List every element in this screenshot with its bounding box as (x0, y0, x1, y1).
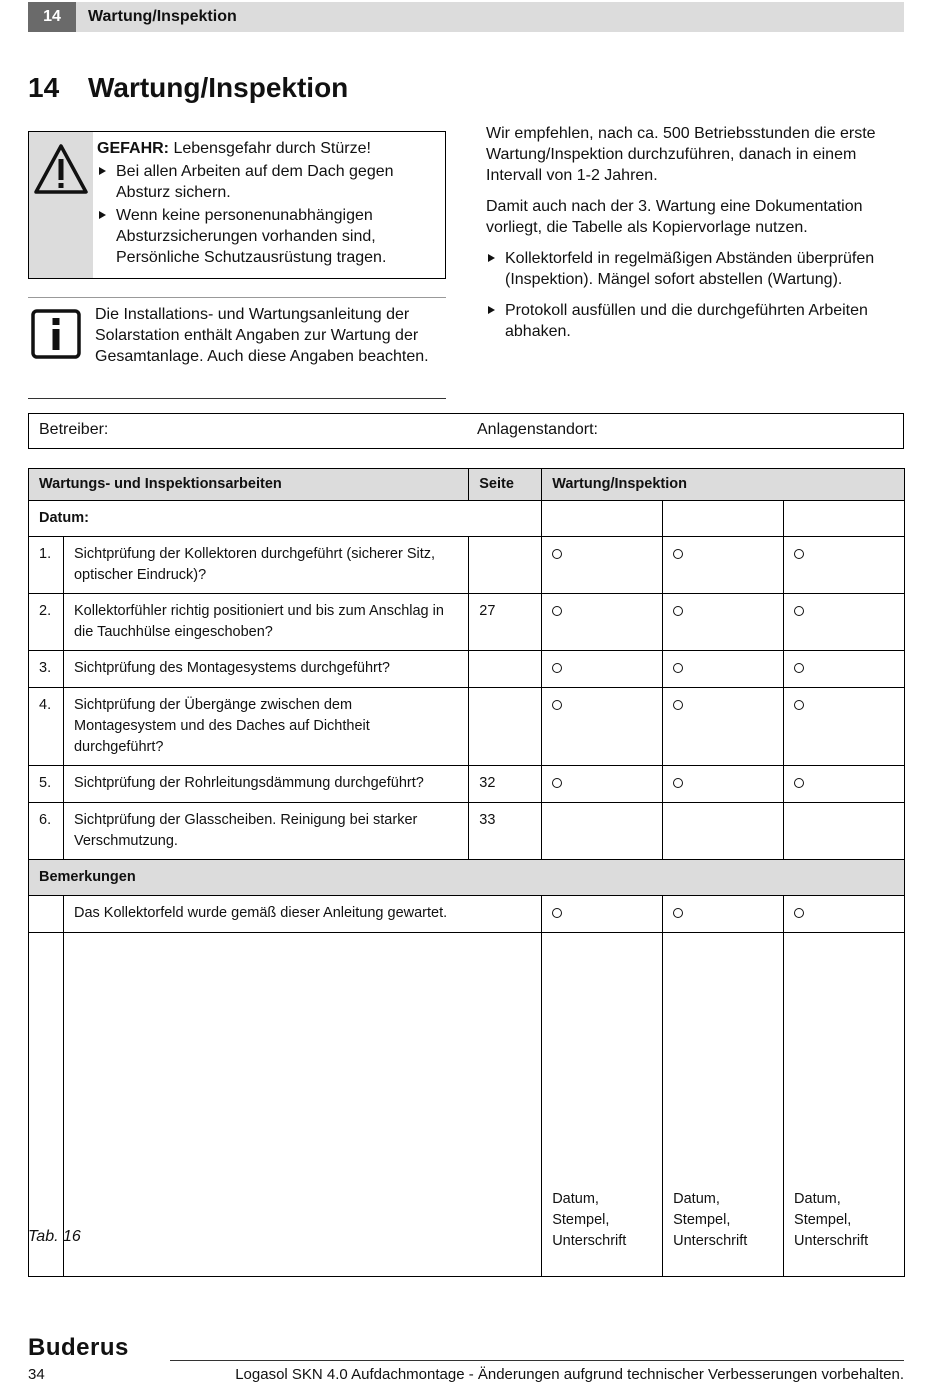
row-page (469, 688, 542, 766)
row-number: 1. (29, 537, 64, 594)
danger-bullet: Bei allen Arbeiten auf dem Dach gegen Absturz sichern. (97, 161, 437, 203)
row-page: 27 (469, 594, 542, 651)
signature-cell[interactable]: Datum, Stempel, Unterschrift (663, 933, 784, 1277)
check-circle-icon[interactable] (794, 778, 804, 788)
row-number: 2. (29, 594, 64, 651)
col-header-tasks: Wartungs- und Inspektionsarbeiten (29, 469, 469, 501)
check-circle-icon[interactable] (673, 908, 683, 918)
intro-column (486, 123, 904, 352)
table-row (29, 594, 905, 651)
confirm-text: Das Kollektorfeld wurde gemäß dieser Anleitung gewartet. (63, 896, 541, 933)
section-title: Wartung/Inspektion (88, 72, 349, 103)
instruction-bullet: Protokoll ausfüllen und die durchgeführten Arbeiten abhaken. (486, 300, 904, 342)
row-page: 33 (469, 803, 542, 860)
table-row (29, 651, 905, 688)
row-task: Sichtprüfung der Glasscheiben. Reinigung bei starker Verschmutzung. (63, 803, 468, 860)
row-task: Sichtprüfung der Übergänge zwischen dem Montagesystem und des Daches auf Dichtheit durchgeführt? (63, 688, 468, 766)
row-page (469, 651, 542, 688)
date-cell[interactable] (784, 501, 905, 537)
check-circle-icon[interactable] (794, 606, 804, 616)
info-icon (31, 309, 81, 359)
row-number: 5. (29, 766, 64, 803)
operator-box (28, 413, 904, 449)
brand-logo: Buderus (28, 1334, 129, 1361)
date-cell[interactable] (542, 501, 663, 537)
table-caption: Tab. 16 (28, 1228, 81, 1245)
table-row (29, 766, 905, 803)
check-circle-icon[interactable] (552, 778, 562, 788)
danger-notice (28, 131, 446, 279)
check-circle-icon[interactable] (794, 549, 804, 559)
check-circle-icon[interactable] (552, 549, 562, 559)
row-task: Sichtprüfung der Kollektoren durchgeführt (sicherer Sitz, optischer Eindruck)? (63, 537, 468, 594)
row-number: 4. (29, 688, 64, 766)
info-notice (28, 297, 446, 399)
signature-cell[interactable]: Datum, Stempel, Unterschrift (784, 933, 905, 1277)
check-circle-icon[interactable] (552, 700, 562, 710)
confirm-row (29, 896, 905, 933)
intro-paragraph: Damit auch nach der 3. Wartung eine Dokumentation vorliegt, die Tabelle als Kopiervorlage nutzen. (486, 198, 863, 236)
danger-label: GEFAHR: (97, 140, 169, 157)
row-task: Sichtprüfung der Rohrleitungsdämmung durchgeführt? (63, 766, 468, 803)
remarks-row (29, 860, 905, 896)
table-header-row (29, 469, 905, 501)
footer-divider (170, 1360, 904, 1361)
check-circle-icon[interactable] (673, 700, 683, 710)
header-chapter-title: Wartung/Inspektion (88, 8, 237, 25)
signature-row (29, 933, 905, 1277)
check-circle-icon[interactable] (673, 778, 683, 788)
check-circle-icon[interactable] (673, 663, 683, 673)
intro-paragraph: Wir empfehlen, nach ca. 500 Betriebsstunden die erste Wartung/Inspektion durchzuführen, danach in einem Intervall von 1-2 Jahren. (486, 125, 876, 184)
col-header-service: Wartung/Inspektion (542, 469, 905, 501)
col-header-page: Seite (469, 469, 542, 501)
danger-headline: Lebensgefahr durch Stürze! (169, 140, 371, 157)
instruction-bullet: Kollektorfeld in regelmäßigen Abständen überprüfen (Inspektion). Mängel sofort abstellen (Wartung). (486, 248, 904, 290)
warning-triangle-icon (33, 142, 89, 198)
date-row (29, 501, 905, 537)
check-circle-icon[interactable] (552, 663, 562, 673)
row-number: 6. (29, 803, 64, 860)
page-number: 34 (28, 1366, 45, 1383)
check-circle-icon[interactable] (794, 700, 804, 710)
page-header (28, 2, 904, 32)
danger-bullet: Wenn keine personenunabhängigen Absturzsicherungen vorhanden sind, Persönliche Schutzausrüstung tragen. (97, 205, 437, 268)
signature-cell[interactable]: Datum, Stempel, Unterschrift (542, 933, 663, 1277)
row-number: 3. (29, 651, 64, 688)
date-cell[interactable] (663, 501, 784, 537)
check-circle-icon[interactable] (552, 908, 562, 918)
maintenance-table (28, 468, 905, 1277)
check-circle-icon[interactable] (794, 663, 804, 673)
row-page: 32 (469, 766, 542, 803)
check-circle-icon[interactable] (673, 606, 683, 616)
table-row (29, 803, 905, 860)
remarks-label: Bemerkungen (29, 860, 905, 896)
header-chapter-number: 14 (28, 2, 76, 32)
row-task: Kollektorfühler richtig positioniert und bis zum Anschlag in die Tauchhülse eingeschoben? (63, 594, 468, 651)
section-number: 14 (28, 72, 60, 103)
check-circle-icon[interactable] (552, 606, 562, 616)
info-text: Die Installations- und Wartungsanleitung der Solarstation enthält Angaben zur Wartung der Gesamtanlage. Auch diese Angaben beachten. (95, 306, 429, 365)
table-row (29, 537, 905, 594)
location-label: Anlagenstandort: (477, 421, 598, 438)
row-page (469, 537, 542, 594)
remarks-area[interactable] (63, 933, 541, 1277)
check-circle-icon[interactable] (673, 549, 683, 559)
row-task: Sichtprüfung des Montagesystems durchgeführt? (63, 651, 468, 688)
table-row (29, 688, 905, 766)
check-circle-icon[interactable] (794, 908, 804, 918)
operator-label: Betreiber: (39, 421, 109, 438)
date-label: Datum: (29, 501, 542, 537)
footer-text: Logasol SKN 4.0 Aufdachmontage - Änderungen aufgrund technischer Verbesserungen vorbehalten. (235, 1366, 904, 1383)
